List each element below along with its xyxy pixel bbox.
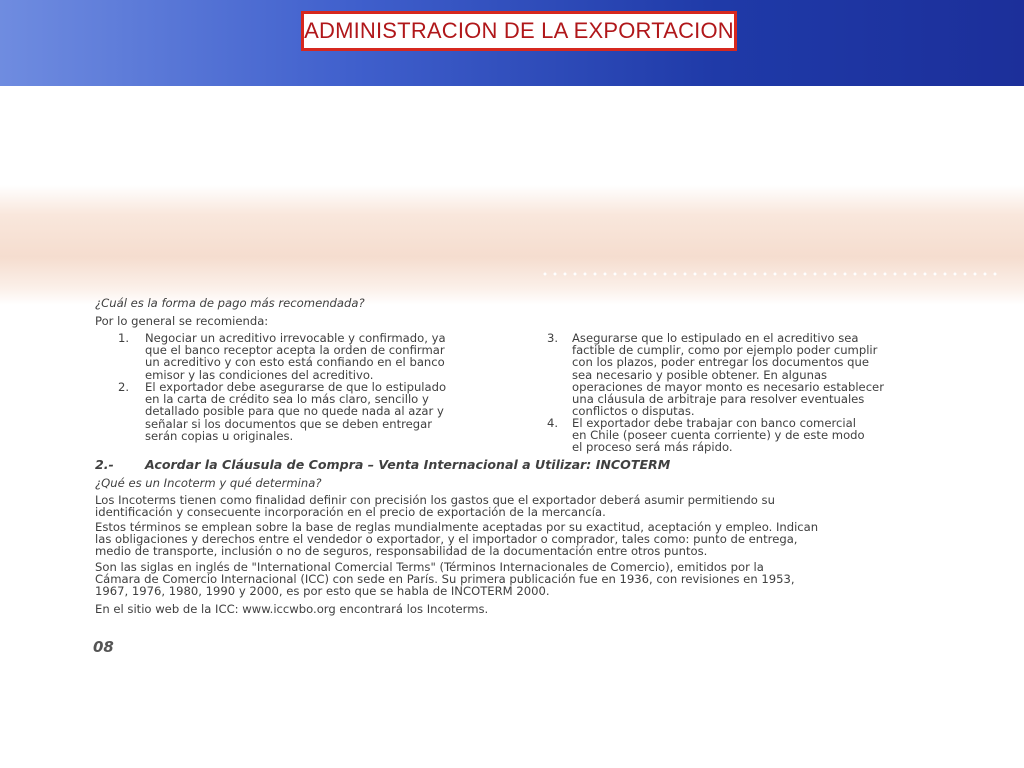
intro-text: Por lo general se recomienda: — [95, 314, 269, 328]
section-title: Acordar la Cláusula de Compra – Venta Internacional a Utilizar: INCOTERM — [145, 457, 671, 472]
paragraph-2 — [95, 521, 818, 558]
list-item-line: en la carta de crédito sea lo más claro, sencillo y — [145, 392, 429, 407]
list-item-line: detallado posible para que no quede nada al azar y — [145, 404, 444, 419]
paragraph-line: Los Incoterms tienen como finalidad definir con precisión los gastos que el exportador deberá asumir permitiendo su — [95, 493, 775, 507]
paragraph-line: medio de transporte, inclusión o no de seguros, responsabilidad de la documentación entre otros puntos. — [95, 544, 708, 559]
list-item-2 — [145, 381, 446, 442]
question-payment: ¿Cuál es la forma de pago más recomendada? — [95, 296, 365, 310]
decorative-dots — [540, 271, 1000, 277]
list-number-3: 3. — [547, 331, 559, 345]
document-top-band — [0, 185, 1024, 305]
paragraph-1 — [95, 494, 775, 518]
list-item-line: operaciones de mayor monto es necesario establecer — [572, 379, 884, 394]
paragraph-line: Cámara de Comercio Internacional (ICC) con sede en París. Su primera publicación fue en 1936, con revisiones en 1953, — [95, 572, 795, 587]
list-item-3 — [572, 332, 884, 417]
paragraph-line: Estos términos se emplean sobre la base de reglas mundialmente aceptadas por su exactitud, aceptación y empleo. Indican — [95, 520, 819, 534]
section-number: 2.- — [95, 457, 114, 472]
paragraph-4 — [95, 603, 488, 615]
list-item-line: señalar si los documentos que se deben entregar — [145, 416, 433, 431]
question-incoterm: ¿Qué es un Incoterm y qué determina? — [95, 476, 322, 490]
list-item-line: emisor y las condiciones del acreditivo. — [145, 367, 374, 382]
slide-title: ADMINISTRACION DE LA EXPORTACION — [301, 11, 737, 51]
list-item-1 — [145, 332, 446, 381]
list-number-2: 2. — [118, 380, 130, 394]
list-item-line: con los plazos, poder entregar los documentos que — [572, 355, 869, 370]
paragraph-3 — [95, 561, 795, 598]
list-item-4 — [572, 417, 865, 454]
list-item-line: El exportador debe trabajar con banco comercial — [572, 416, 856, 430]
paragraph-line: identificación y consecuente incorporación en el precio de exportación de la mercancía. — [95, 505, 606, 520]
list-number-1: 1. — [118, 331, 130, 345]
list-number-4: 4. — [547, 416, 559, 430]
list-item-line: Negociar un acreditivo irrevocable y confirmado, ya — [145, 331, 446, 345]
list-item-line: El exportador debe asegurarse de que lo estipulado — [145, 380, 447, 394]
paragraph-line: Son las siglas en inglés de "International Comercial Terms" (Términos Internacionales de Comercio), emitidos por la — [95, 560, 764, 574]
list-item-line: conflictos o disputas. — [572, 404, 695, 419]
list-item-line: un acreditivo y con esto está confiando en el banco — [145, 355, 445, 370]
list-item-line: serán copias u originales. — [145, 428, 294, 443]
list-item-line: en Chile (poseer cuenta corriente) y de este modo — [572, 428, 865, 443]
list-item-line: sea necesario y posible obtener. En algunas — [572, 367, 828, 382]
list-item-line: Asegurarse que lo estipulado en el acreditivo sea — [572, 331, 859, 345]
paragraph-line: En el sitio web de la ICC: www.iccwbo.org encontrará los Incoterms. — [95, 602, 489, 616]
list-item-line: que el banco receptor acepta la orden de confirmar — [145, 343, 445, 358]
list-item-line: el proceso será más rápido. — [572, 440, 733, 455]
list-item-line: una cláusula de arbitraje para resolver eventuales — [572, 392, 865, 407]
page-number: 08 — [93, 638, 114, 656]
list-item-line: factible de cumplir, como por ejemplo poder cumplir — [572, 343, 878, 358]
paragraph-line: las obligaciones y derechos entre el vendedor o exportador, y el importador o comprador, tales como: punto de entrega, — [95, 532, 798, 547]
paragraph-line: 1967, 1976, 1980, 1990 y 2000, es por esto que se habla de INCOTERM 2000. — [95, 584, 550, 599]
